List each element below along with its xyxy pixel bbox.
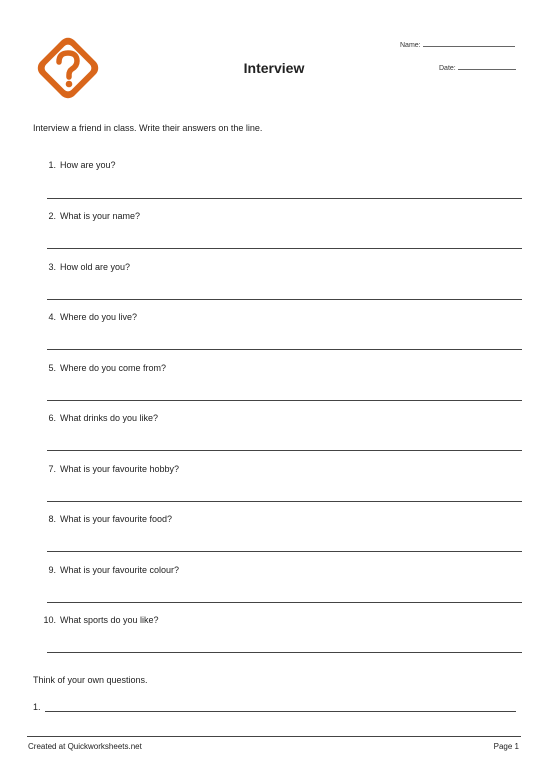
question-item <box>40 160 116 170</box>
name-label: Name: <box>400 42 421 49</box>
answer-line[interactable] <box>47 198 522 199</box>
question-number: 9. <box>48 565 56 575</box>
own-question-line[interactable] <box>45 711 516 712</box>
question-text: What is your favourite colour? <box>60 565 180 575</box>
page-title: Interview <box>243 60 305 76</box>
answer-line[interactable] <box>47 501 522 502</box>
answer-line[interactable] <box>47 602 522 603</box>
question-number: 3. <box>48 262 56 272</box>
question-text: Where do you come from? <box>60 363 167 373</box>
question-number: 1. <box>48 160 56 170</box>
question-item <box>40 615 159 625</box>
date-label: Date: <box>439 65 456 72</box>
answer-line[interactable] <box>47 248 522 249</box>
question-text: Where do you live? <box>60 312 138 322</box>
instructions: Interview a friend in class. Write their answers on the line. <box>33 123 263 133</box>
question-number: 10. <box>43 615 56 625</box>
question-item <box>40 413 158 423</box>
question-text: How old are you? <box>60 262 131 272</box>
answer-line[interactable] <box>47 450 522 451</box>
question-item <box>40 211 140 221</box>
name-blank-line[interactable] <box>423 40 515 47</box>
answer-line[interactable] <box>47 299 522 300</box>
date-field[interactable] <box>439 63 516 72</box>
question-number: 6. <box>48 413 56 423</box>
footer-divider <box>27 736 521 737</box>
footer-credit: Created at Quickworksheets.net <box>28 742 142 751</box>
question-number: 4. <box>48 312 56 322</box>
answer-line[interactable] <box>47 349 522 350</box>
answer-line[interactable] <box>47 652 522 653</box>
question-number: 2. <box>48 211 56 221</box>
answer-line[interactable] <box>47 551 522 552</box>
date-blank-line[interactable] <box>458 63 516 70</box>
own-questions-prompt: Think of your own questions. <box>33 675 148 685</box>
own-question-number: 1. <box>33 702 41 712</box>
question-item <box>40 312 137 322</box>
question-item <box>40 262 130 272</box>
question-item <box>40 464 179 474</box>
question-item <box>40 514 172 524</box>
question-number: 5. <box>48 363 56 373</box>
question-text: What is your name? <box>60 211 141 221</box>
question-number: 8. <box>48 514 56 524</box>
question-item <box>40 363 166 373</box>
page-number: Page 1 <box>493 742 519 751</box>
question-text: What sports do you like? <box>60 615 159 625</box>
question-item <box>40 565 179 575</box>
question-number: 7. <box>48 464 56 474</box>
question-text: How are you? <box>60 160 116 170</box>
answer-line[interactable] <box>47 400 522 401</box>
question-text: What is your favourite hobby? <box>60 464 180 474</box>
name-field[interactable] <box>400 40 515 49</box>
question-text: What is your favourite food? <box>60 514 173 524</box>
question-text: What drinks do you like? <box>60 413 159 423</box>
